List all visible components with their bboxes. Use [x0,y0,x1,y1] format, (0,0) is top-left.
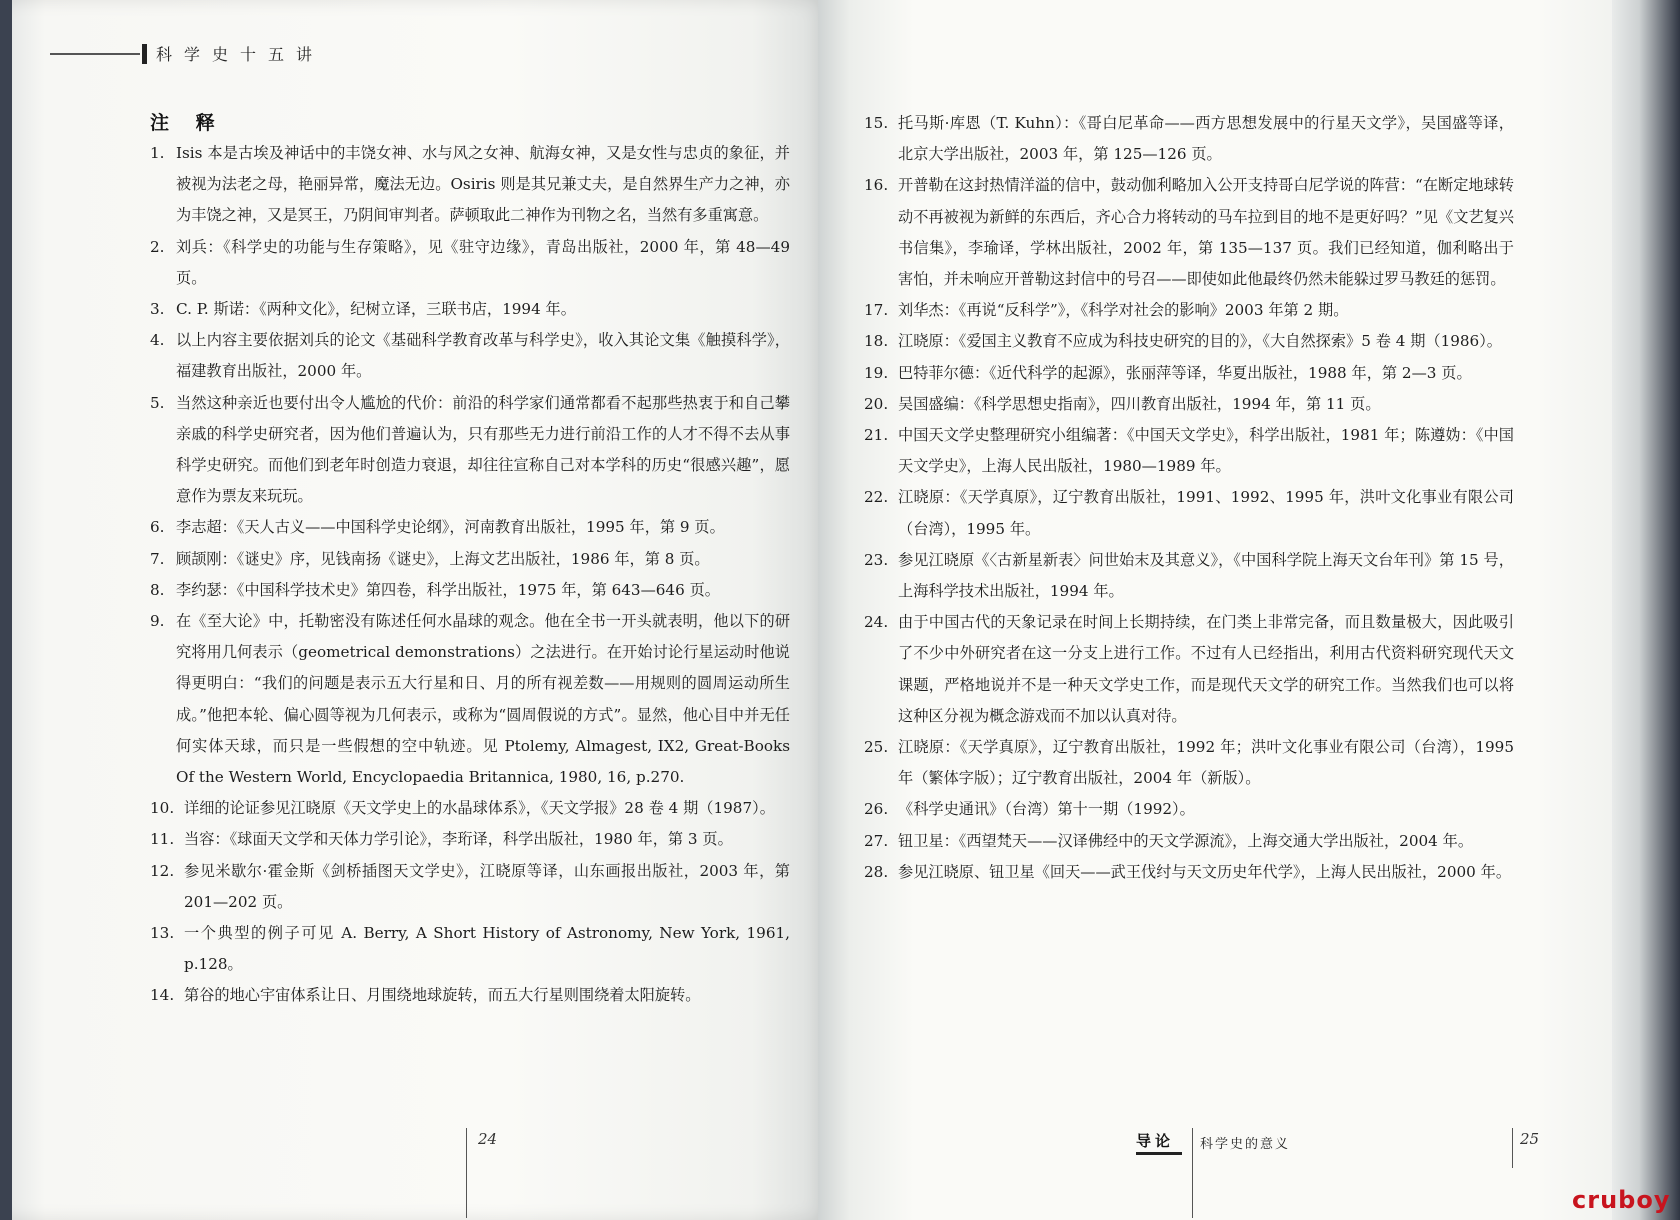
note-3 [150,294,790,325]
note-number: 15. [864,114,889,132]
notes-heading: 注 释 [150,112,225,134]
note-text: 刘华杰：《再说“反科学”》，《科学对社会的影响》2003 年第 2 期。 [898,301,1349,320]
note-text: 托马斯·库恩（T. Kuhn）：《哥白尼革命——西方思想发展中的行星天文学》，吴国盛等译，北京大学出版社，2003 年，第 125—126 页。 [898,114,1514,164]
note-7 [150,544,790,575]
note-text: 第谷的地心宇宙体系让日、月围绕地球旋转，而五大行星则围绕着太阳旋转。 [184,986,701,1005]
note-text: 当然这种亲近也要付出令人尴尬的代价：前沿的科学家们通常都看不起那些热衷于和自己攀亲戚的科学史研究者，因为他们普遍认为，只有那些无力进行前沿工作的人才不得不去从事科学史研究。而他们到老年时创造力衰退，却往往宣称自己对本学科的历史“很感兴趣”，愿意作为票友来玩玩。 [176,393,790,506]
note-28 [864,857,1514,888]
note-number: 11. [150,830,175,849]
note-10 [150,793,790,824]
note-number: 17. [864,301,889,320]
note-4 [150,325,790,387]
note-text: 参见米歇尔·霍金斯《剑桥插图天文学史》，江晓原等译，山东画报出版社，2003 年，第 201—202 页。 [184,861,790,911]
note-number: 7. [150,549,165,568]
note-18 [864,326,1514,357]
note-number: 16. [864,176,889,195]
note-number: 12. [150,861,175,880]
note-number: 18. [864,332,889,351]
note-text: 由于中国古代的天象记录在时间上长期持续，在门类上非常完备，而且数量极大，因此吸引了不少中外研究者在这一分支上进行工作。不过有人已经指出，利用古代资料研究现代天文课题，严格地说并不是一种天文学史工作，而是现代天文学的研究工作。当然我们也可以将这种区分视为概念游戏而不加以认真对待。 [898,613,1514,725]
note-text: 江晓原：《天学真原》，辽宁教育出版社，1991、1992、1995 年，洪叶文化事业有限公司（台湾），1995 年。 [898,488,1514,538]
note-17 [864,295,1514,326]
note-number: 21. [864,426,889,445]
note-21 [864,420,1514,482]
note-27 [864,826,1514,857]
note-16 [864,170,1514,295]
note-text: 《科学史通讯》（台湾）第十一期（1992）。 [898,800,1195,819]
note-number: 22. [864,488,889,507]
note-number: 8. [150,580,165,599]
note-number: 1. [150,144,165,162]
note-12 [150,856,790,918]
note-number: 5. [150,393,165,412]
note-text: Isis 本是古埃及神话中的丰饶女神、水与风之女神、航海女神，又是女性与忠贞的象征，并被视为法老之母，艳丽异常，魔法无边。Osiris 则是其兄兼丈夫，是自然界生产力之神，亦为丰饶之神，又是冥王，乃阴间审判者。萨顿取此二神作为刊物之名，当然有多重寓意。 [176,144,790,225]
note-22 [864,482,1514,544]
book-title: 科学史十五讲 [156,45,325,64]
note-text: 李约瑟：《中国科学技术史》第四卷，科学出版社，1975 年，第 643—646 页。 [176,580,720,599]
footer-section: 导论 [1136,1132,1175,1150]
footer-rule-2 [1512,1128,1513,1168]
note-text: 巴特菲尔德：《近代科学的起源》，张丽萍等译，华夏出版社，1988 年，第 2—3 页。 [898,363,1472,382]
note-text: 钮卫星：《西望梵天——汉译佛经中的天文学源流》，上海交通大学出版社，2004 年。 [898,831,1474,850]
note-24 [864,607,1514,732]
note-26 [864,794,1514,825]
note-2 [150,232,790,294]
note-number: 3. [150,300,165,319]
book-edge [1612,0,1680,1220]
page-number-right: 25 [1520,1130,1540,1148]
header-marker [142,44,147,64]
note-text: 参见江晓原、钮卫星《回天——武王伐纣与天文历史年代学》，上海人民出版社，2000 年。 [898,862,1512,881]
note-number: 4. [150,331,165,350]
note-number: 25. [864,738,889,757]
note-number: 23. [864,550,889,569]
page-number-left: 24 [478,1130,498,1148]
watermark-text: cruboy [1572,1186,1671,1214]
note-text: C. P. 斯诺：《两种文化》，纪树立译，三联书店，1994 年。 [176,300,576,319]
footer-subtitle: 科学史的意义 [1200,1137,1291,1152]
note-number: 13. [150,924,175,943]
note-number: 24. [864,613,889,632]
note-15 [864,108,1514,170]
note-number: 2. [150,237,165,256]
note-number: 14. [150,986,175,1005]
note-text: 吴国盛编：《科学思想史指南》，四川教育出版社，1994 年，第 11 页。 [898,394,1381,413]
note-text: 一个典型的例子可见 A. Berry, A Short History of Astronomy, New York, 1961, p.128。 [184,924,790,974]
note-text: 江晓原：《爱国主义教育不应成为科技史研究的目的》，《大自然探索》5 卷 4 期（1986）。 [898,332,1502,351]
notes-list-left [150,138,790,1012]
note-text: 刘兵：《科学史的功能与生存策略》，见《驻守边缘》，青岛出版社，2000 年，第 48—49 页。 [176,237,790,287]
note-5 [150,388,790,513]
note-number: 19. [864,363,889,382]
note-text: 中国天文学史整理研究小组编著：《中国天文学史》，科学出版社，1981 年；陈遵妫：《中国天文学史》，上海人民出版社，1980—1989 年。 [898,426,1514,476]
note-number: 9. [150,612,165,631]
running-header [50,42,450,66]
note-text: 以上内容主要依据刘兵的论文《基础科学教育改革与科学史》，收入其论文集《触摸科学》，福建教育出版社，2000 年。 [176,331,790,381]
note-number: 28. [864,862,889,881]
note-number: 27. [864,831,889,850]
footer-underline [1136,1152,1182,1155]
note-text: 详细的论证参见江晓原《天文学史上的水晶球体系》，《天文学报》28 卷 4 期（1987）。 [184,799,775,818]
note-text: 参见江晓原《〈古新星新表〉问世始末及其意义》，《中国科学院上海天文台年刊》第 15 号，上海科学技术出版社，1994 年。 [898,550,1514,601]
note-text: 顾颉刚：《谜史》序，见钱南扬《谜史》，上海文艺出版社，1986 年，第 8 页。 [176,549,710,568]
footer-rule [1192,1128,1193,1218]
running-footer-right [1136,1130,1596,1160]
note-text: 开普勒在这封热情洋溢的信中，鼓动伽利略加入公开支持哥白尼学说的阵营：“在断定地球转动不再被视为新鲜的东西后，齐心合力将转动的马车拉到目的地不是更好吗？”见《文艺复兴书信集》，李瑜译，学林出版社，2002 年，第 135—137 页。我们已经知道，伽利略出于害怕，并未响应开普勒这封信中的号召——即使如此他最终仍然未能躲过罗马教廷的惩罚。 [898,176,1514,289]
note-23 [864,545,1514,607]
note-11 [150,824,790,855]
note-6 [150,512,790,543]
note-8 [150,575,790,606]
note-14 [150,980,790,1011]
notes-list-right [864,108,1514,888]
note-1 [150,138,790,232]
note-text: 李志超：《天人古义——中国科学史论纲》，河南教育出版社，1995 年，第 9 页。 [176,518,725,537]
note-number: 20. [864,394,889,413]
note-20 [864,389,1514,420]
note-number: 6. [150,518,165,537]
note-9 [150,606,790,793]
note-number: 26. [864,800,889,819]
note-text: 在《至大论》中，托勒密没有陈述任何水晶球的观念。他在全书一开头就表明，他以下的研究将用几何表示（geometrical demonstrations）之法进行。在开始讨论行星运动时他说得更明白：“我们的问题是表示五大行星和日、月的所有视差数——用规则的圆周运动所生成。”他把本轮、偏心圆等视为几何表示，或称为“圆周假说的方式”。显然，他心目中并无任何实体天球，而只是一些假想的空中轨迹。见 Ptolemy, Almagest, IX2, Great-Books Of the Western World, Encyclopaedia Britannica, 1980, 16, p.270. [176,612,790,787]
note-25 [864,732,1514,794]
header-rule [50,53,140,55]
footer-rule-left [466,1128,467,1218]
note-19 [864,358,1514,389]
note-13 [150,918,790,980]
note-text: 当容：《球面天文学和天体力学引论》，李珩译，科学出版社，1980 年，第 3 页。 [184,830,733,849]
note-text: 江晓原：《天学真原》，辽宁教育出版社，1992 年；洪叶文化事业有限公司（台湾），1995 年（繁体字版）；辽宁教育出版社，2004 年（新版）。 [898,738,1514,788]
note-number: 10. [150,799,175,818]
